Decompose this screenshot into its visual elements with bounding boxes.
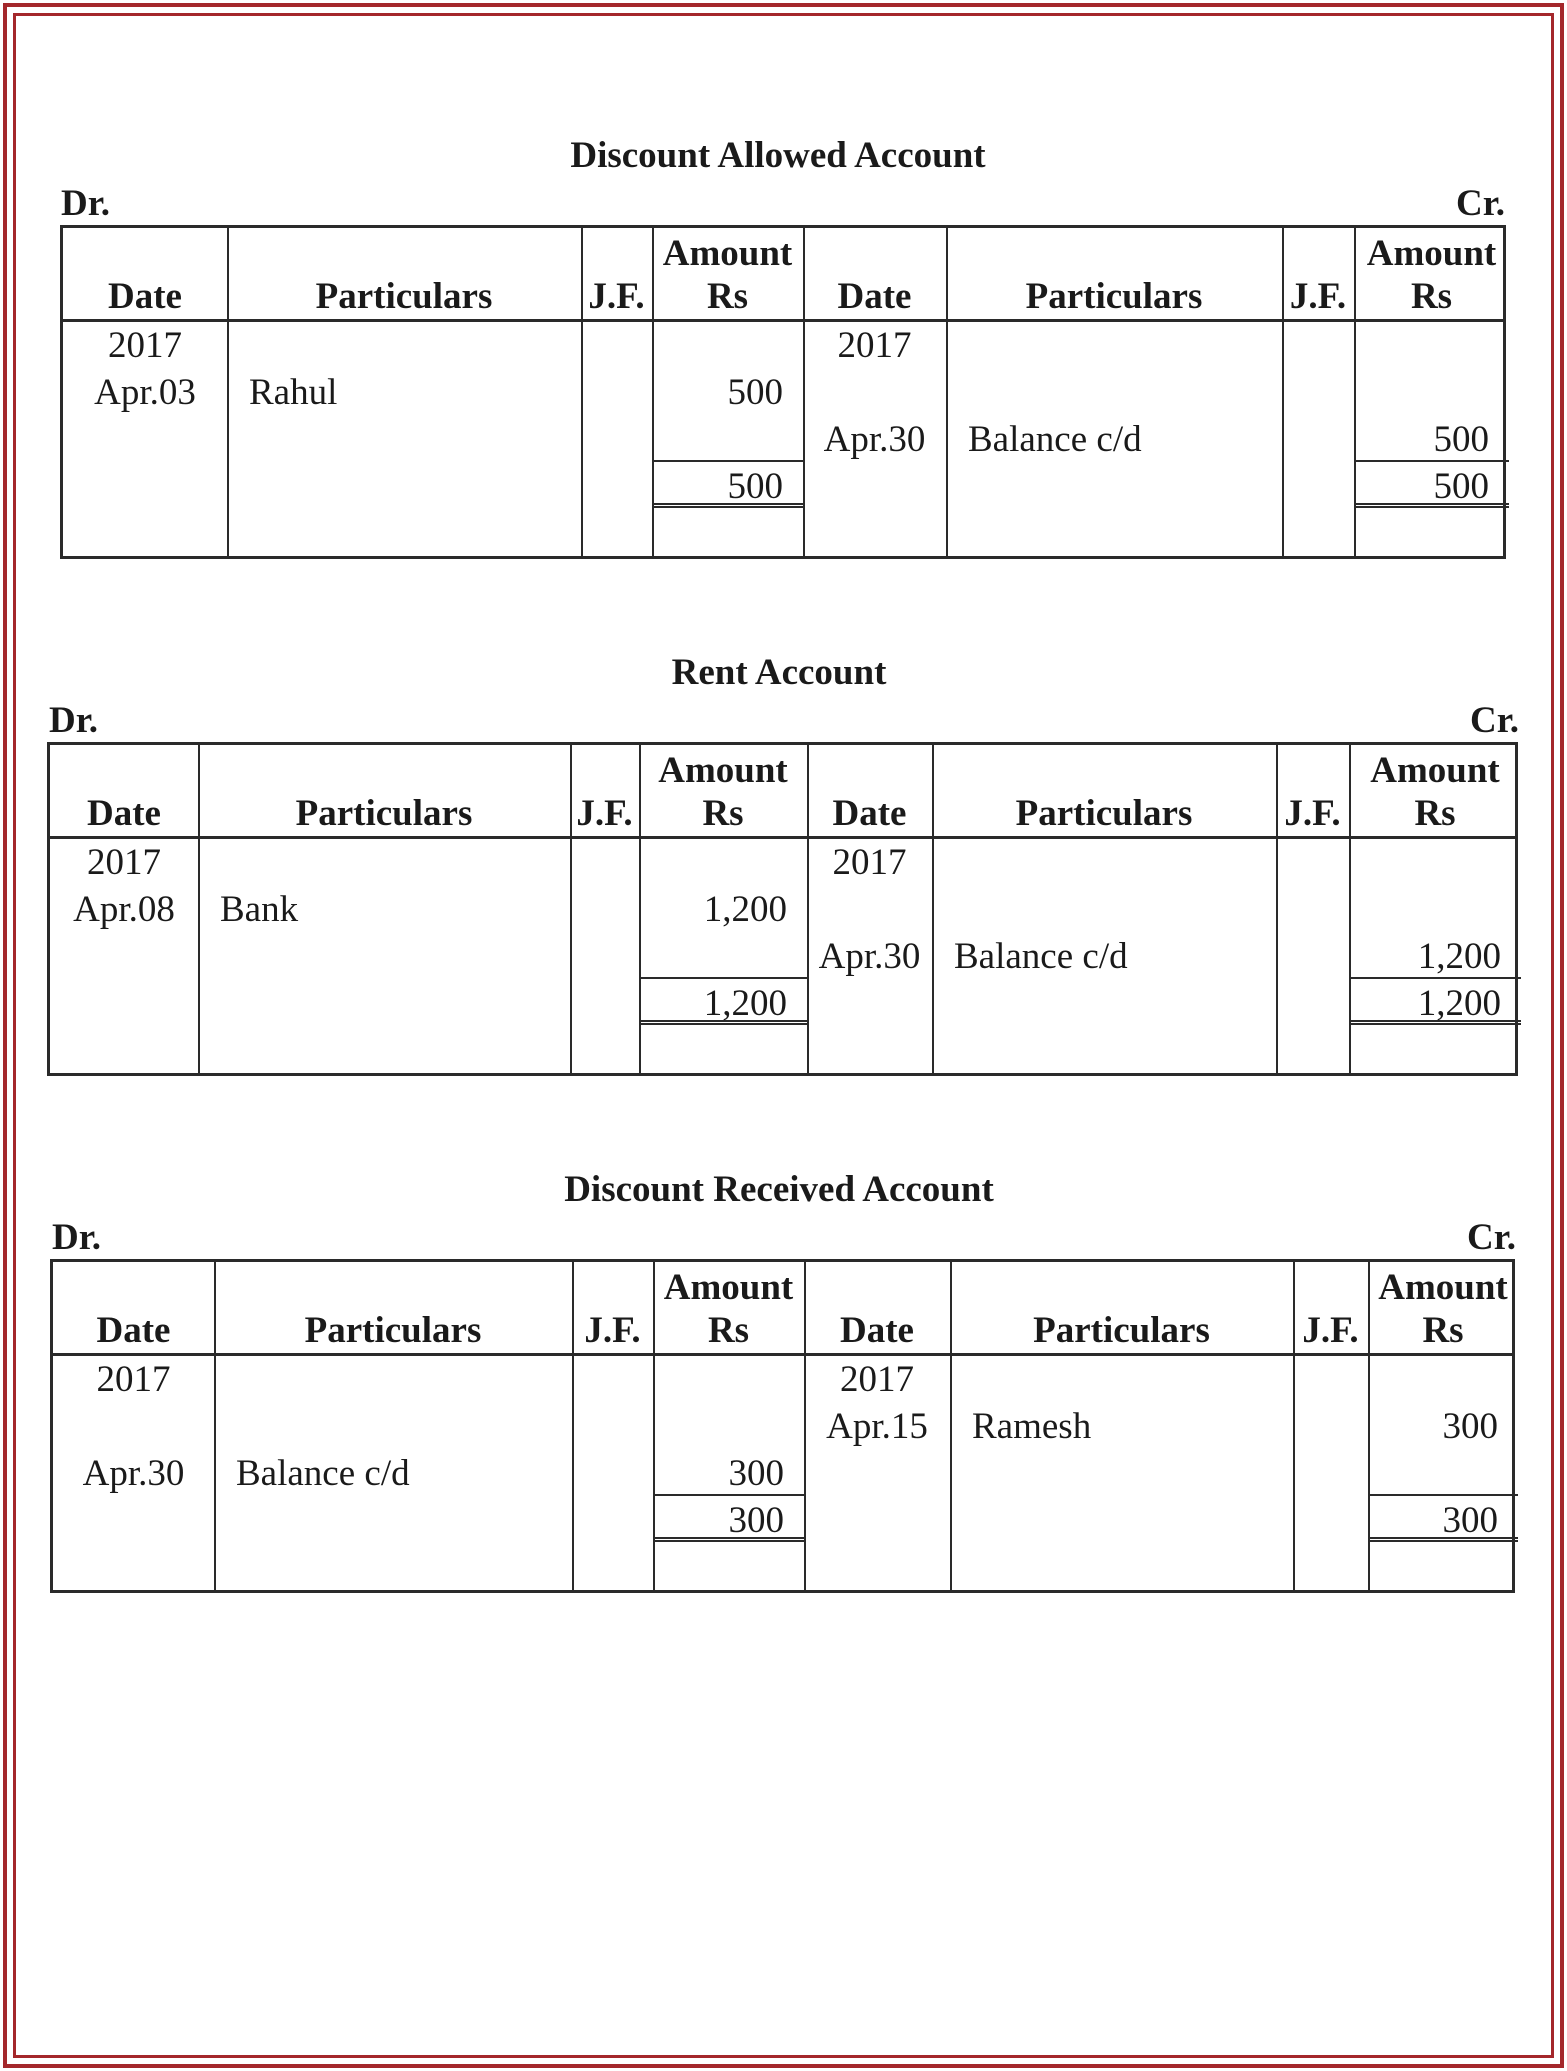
debit-year: 2017 <box>108 325 182 366</box>
credit-date: Apr.15 <box>826 1406 928 1447</box>
ledger-title: Discount Allowed Account <box>570 135 986 176</box>
header-date-dr: Date <box>87 793 161 834</box>
debit-total: 500 <box>727 466 783 507</box>
header-jf-dr: J.F. <box>588 276 645 317</box>
debit-particulars: Bank <box>220 889 299 930</box>
header-particulars-dr: Particulars <box>304 1310 482 1351</box>
credit-date: Apr.30 <box>818 936 921 977</box>
debit-particulars: Rahul <box>249 372 338 413</box>
header-particulars-dr: Particulars <box>315 276 493 317</box>
dr-label: Dr. <box>61 183 110 224</box>
debit-amount: 1,200 <box>703 889 787 930</box>
debit-total: 1,200 <box>703 983 787 1024</box>
dr-label: Dr. <box>52 1217 101 1258</box>
credit-total: 500 <box>1433 466 1489 507</box>
credit-amount: 500 <box>1433 419 1489 460</box>
credit-year: 2017 <box>832 842 907 883</box>
cr-label: Cr. <box>1470 700 1519 741</box>
header-rs-dr: Rs <box>702 793 744 834</box>
credit-particulars: Balance c/d <box>954 936 1128 977</box>
debit-particulars: Balance c/d <box>236 1453 410 1494</box>
ledger-table <box>60 225 1506 559</box>
header-rs-dr: Rs <box>706 276 749 317</box>
cr-label: Cr. <box>1456 183 1505 224</box>
debit-date: Apr.03 <box>94 372 196 413</box>
header-date-cr: Date <box>832 793 907 834</box>
dr-label: Dr. <box>49 700 98 741</box>
header-particulars-cr: Particulars <box>1033 1310 1210 1351</box>
debit-total: 300 <box>728 1500 784 1541</box>
header-date-dr: Date <box>96 1310 171 1351</box>
debit-year: 2017 <box>87 842 161 883</box>
ledger-table <box>50 1259 1515 1593</box>
credit-year: 2017 <box>837 325 912 366</box>
header-date-dr: Date <box>108 276 182 317</box>
header-rs-dr: Rs <box>707 1310 750 1351</box>
debit-amount: 300 <box>728 1453 784 1494</box>
credit-particulars: Ramesh <box>972 1406 1092 1447</box>
ledger-title: Rent Account <box>671 652 887 693</box>
credit-particulars: Balance c/d <box>968 419 1142 460</box>
header-rs-cr: Rs <box>1414 793 1456 834</box>
header-rs-cr: Rs <box>1422 1310 1464 1351</box>
header-amount-dr: Amount <box>658 750 788 791</box>
header-particulars-dr: Particulars <box>295 793 473 834</box>
debit-year: 2017 <box>96 1359 171 1400</box>
debit-amount: 500 <box>727 372 783 413</box>
header-amount-dr: Amount <box>663 1267 794 1308</box>
header-date-cr: Date <box>837 276 912 317</box>
credit-amount: 1,200 <box>1417 936 1501 977</box>
header-amount-cr: Amount <box>1378 1267 1508 1308</box>
ledger-title: Discount Received Account <box>564 1169 994 1210</box>
ledger-table <box>47 742 1518 1076</box>
debit-date: Apr.08 <box>73 889 175 930</box>
header-amount-dr: Amount <box>662 233 793 274</box>
header-particulars-cr: Particulars <box>1015 793 1193 834</box>
header-amount-cr: Amount <box>1370 750 1500 791</box>
header-jf-cr: J.F. <box>1289 276 1347 317</box>
ledger-discount-received <box>36 1171 1522 1601</box>
header-date-cr: Date <box>840 1310 914 1351</box>
debit-date: Apr.30 <box>82 1453 185 1494</box>
credit-total: 1,200 <box>1417 983 1501 1024</box>
cr-label: Cr. <box>1467 1217 1516 1258</box>
header-amount-cr: Amount <box>1366 233 1497 274</box>
header-particulars-cr: Particulars <box>1025 276 1203 317</box>
credit-date: Apr.30 <box>823 419 926 460</box>
ledger-discount-allowed <box>45 137 1511 567</box>
credit-amount: 300 <box>1442 1406 1498 1447</box>
header-jf-cr: J.F. <box>1302 1310 1359 1351</box>
header-jf-cr: J.F. <box>1284 793 1341 834</box>
credit-year: 2017 <box>840 1359 914 1400</box>
header-rs-cr: Rs <box>1410 276 1453 317</box>
header-jf-dr: J.F. <box>576 793 633 834</box>
ledger-rent <box>33 654 1525 1084</box>
header-jf-dr: J.F. <box>584 1310 641 1351</box>
credit-total: 300 <box>1442 1500 1498 1541</box>
